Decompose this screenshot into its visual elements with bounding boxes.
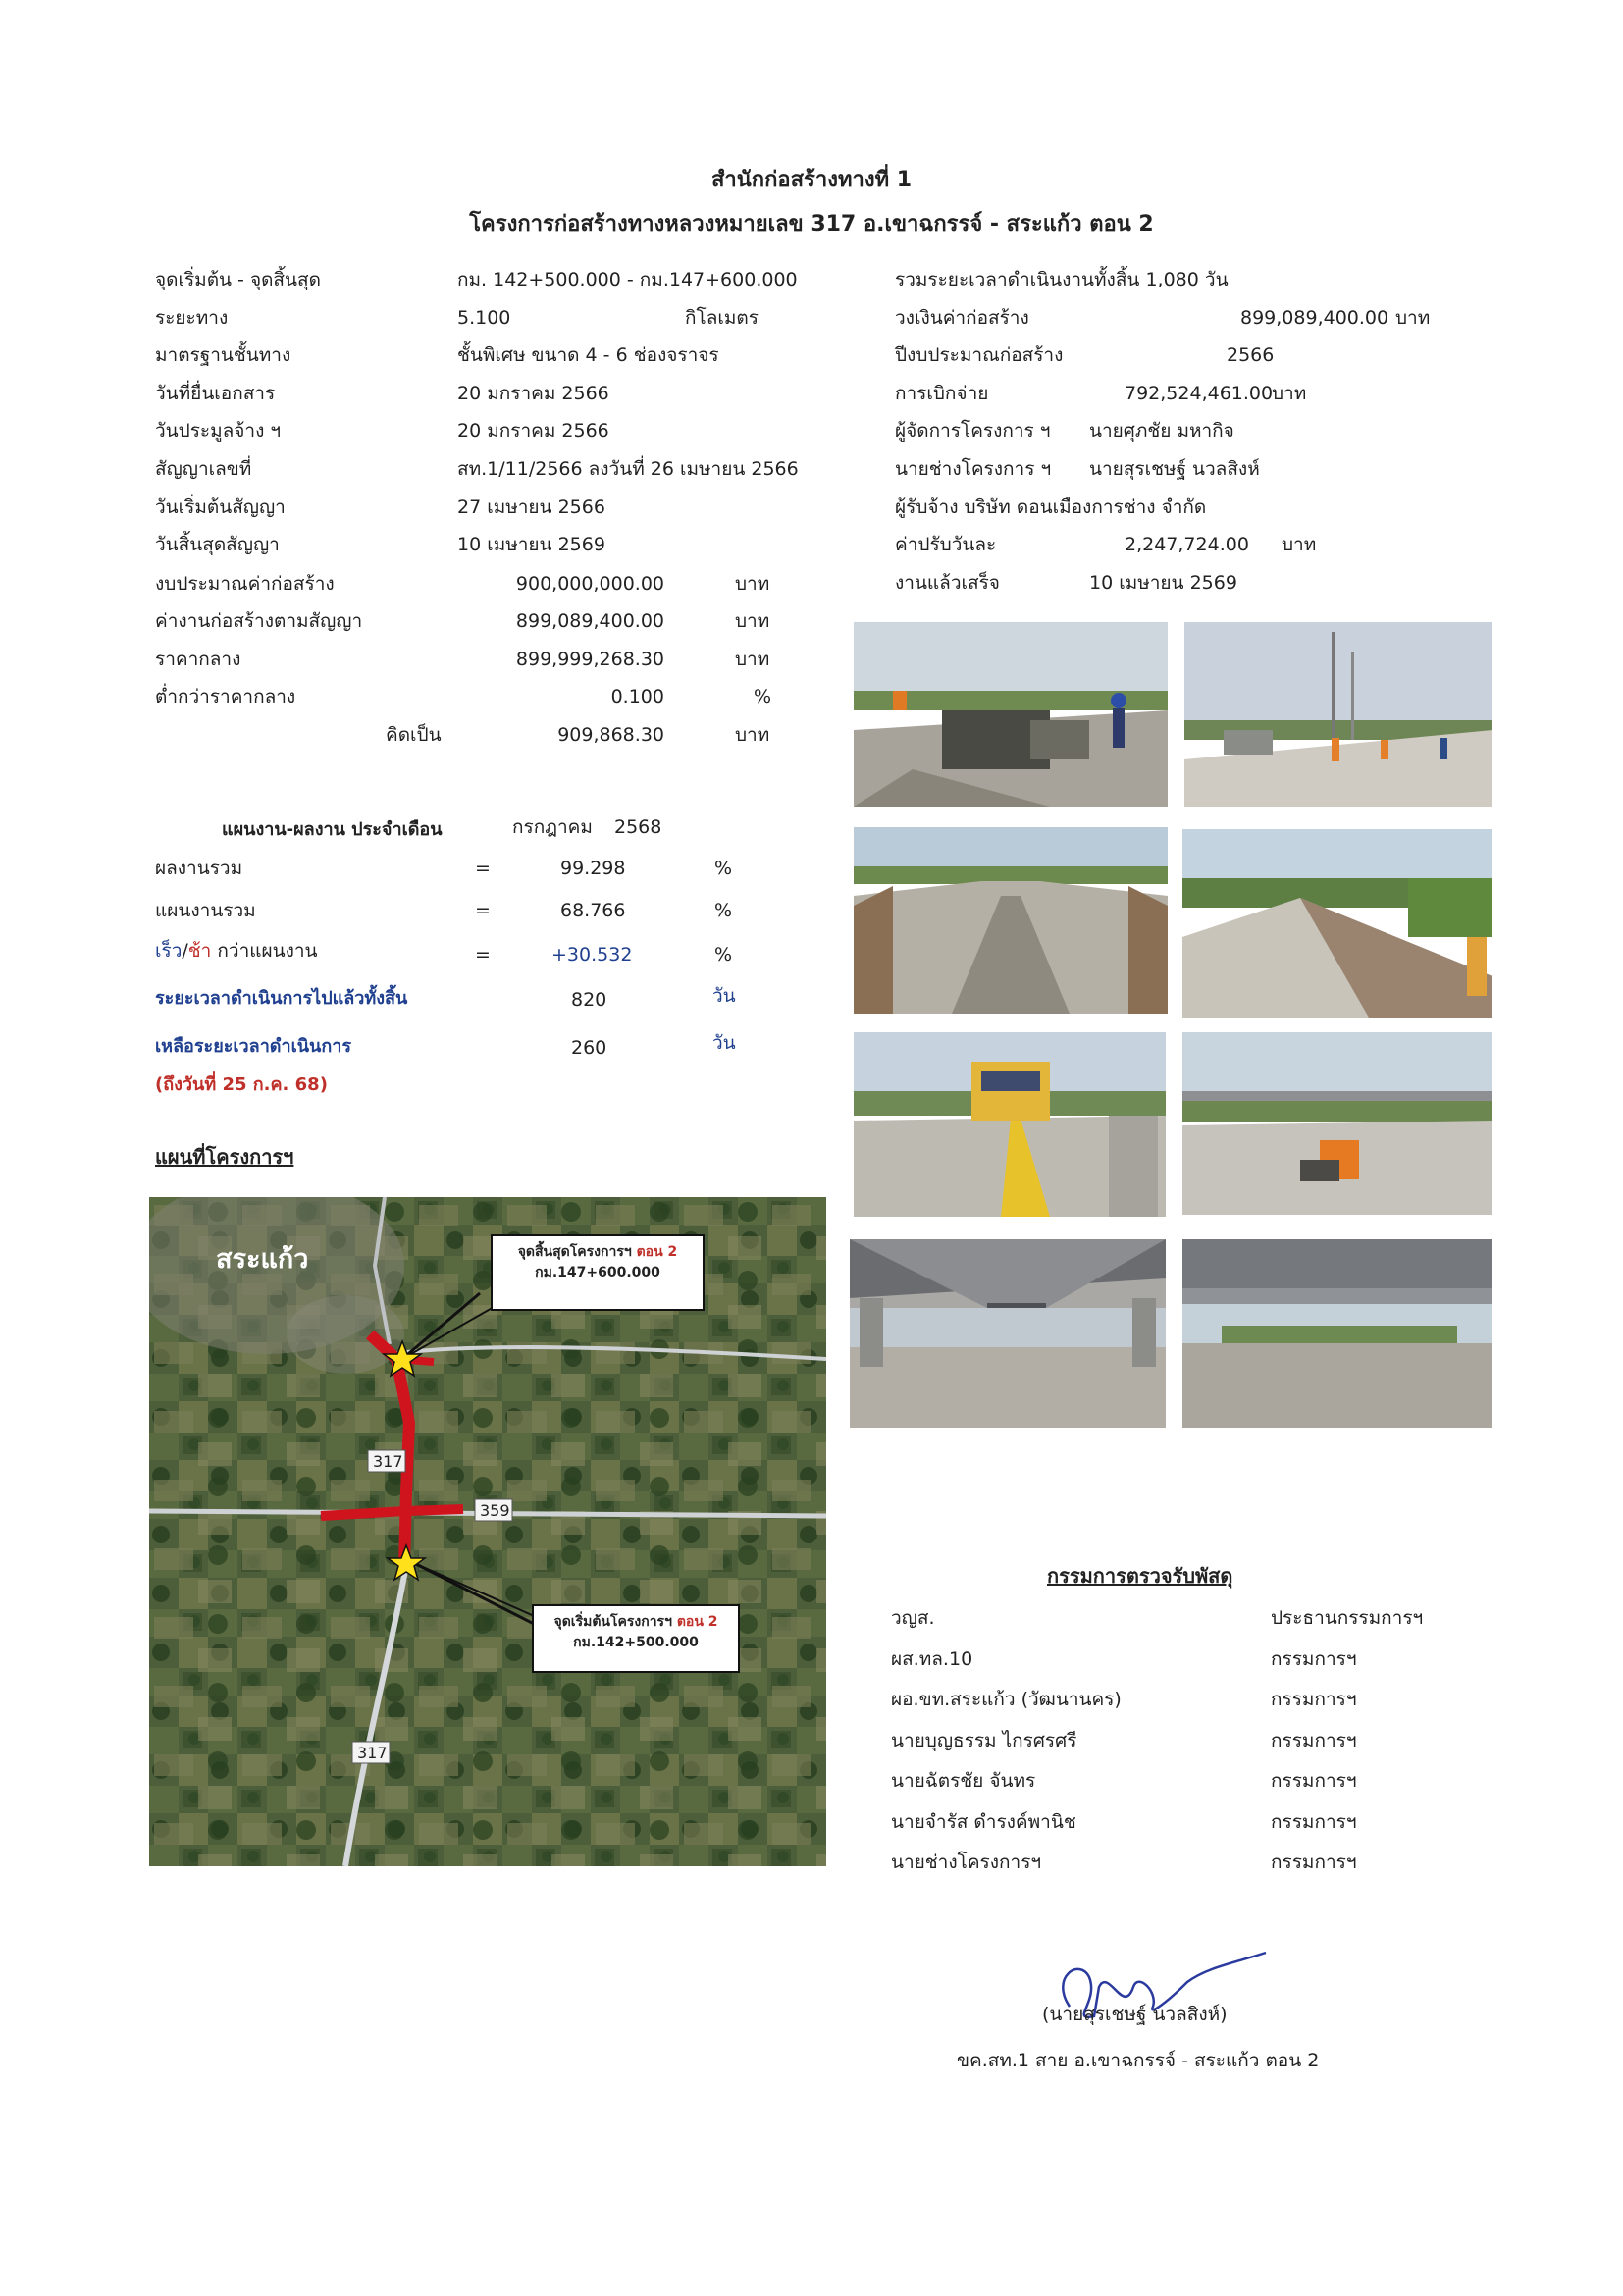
actual-progress-value: 99.298 xyxy=(560,858,626,879)
left-info-label: วันสิ้นสุดสัญญา xyxy=(155,534,280,556)
start-point-km: กม.142+500.000 xyxy=(573,1635,699,1650)
signer-name: (นายสุรเชษฐ์ นวลสิงห์) xyxy=(1042,2004,1228,2025)
left-info-label: วันเริ่มต้นสัญญา xyxy=(155,496,286,518)
budget-unit: บาท xyxy=(735,610,770,633)
left-info-unit: กิโลเมตร xyxy=(685,306,759,329)
slash: / xyxy=(182,940,188,962)
fast-suffix: กว่าแผนงาน xyxy=(211,940,318,962)
plan-progress-label: แผนงานรวม xyxy=(155,900,256,921)
right-info-value: 10 เมษายน 2569 xyxy=(1089,571,1237,594)
project-title: โครงการก่อสร้างทางหลวงหมายเลข 317 อ.เขาฉกรรจ์ - สระแก้ว ตอน 2 xyxy=(469,212,1154,236)
map-title: แผนที่โครงการฯ xyxy=(155,1145,294,1169)
budget-unit: บาท xyxy=(735,723,770,746)
budget-label: งบประมาณค่าก่อสร้าง xyxy=(155,573,335,595)
left-info-value: สท.1/11/2566 ลงวันที่ 26 เมษายน 2566 xyxy=(457,458,799,480)
site-photo-4 xyxy=(1182,829,1492,1018)
right-info-value: 2,247,724.00 xyxy=(1125,534,1249,556)
actual-progress-unit: % xyxy=(714,858,733,879)
left-info-label: จุดเริ่มต้น - จุดสิ้นสุด xyxy=(155,269,321,290)
committee-member-role: กรรมการฯ xyxy=(1271,1647,1357,1670)
left-info-value: 10 เมษายน 2569 xyxy=(457,534,605,556)
budget-unit: บาท xyxy=(735,648,770,670)
left-info-label: วันประมูลจ้าง ฯ xyxy=(155,420,282,443)
plan-progress-value: 68.766 xyxy=(560,900,626,921)
end-point-km: กม.147+600.000 xyxy=(535,1265,660,1280)
committee-member-name: นายฉัตรชัย จันทร xyxy=(891,1770,1036,1792)
right-info-unit: บาท xyxy=(1395,306,1431,329)
right-info-label: การเบิกจ่าย xyxy=(895,382,989,404)
committee-member-name: ผอ.ขท.สระแก้ว (วัฒนานคร) xyxy=(891,1689,1122,1710)
committee-member-role: กรรมการฯ xyxy=(1271,1729,1357,1751)
right-info-label: ปีงบประมาณก่อสร้าง xyxy=(895,344,1064,367)
map-town-label: สระแก้ว xyxy=(216,1244,309,1275)
right-info-value: 2566 xyxy=(1227,344,1275,367)
right-info-label: รวมระยะเวลาดำเนินงานทั้งสิ้น 1,080 วัน xyxy=(895,269,1229,290)
committee-member-name: นายบุญธรรม ไกรศรศรี xyxy=(891,1729,1077,1751)
right-info-value: นายศุภชัย มหากิจ xyxy=(1089,420,1234,443)
committee-member-role: กรรมการฯ xyxy=(1271,1689,1357,1710)
remain-unit: วัน xyxy=(712,1032,736,1054)
right-info-value: 792,524,461.00 xyxy=(1125,382,1274,404)
actual-progress-label: ผลงานรวม xyxy=(155,858,243,879)
budget-unit: บาท xyxy=(735,573,770,595)
satellite-map-graphic xyxy=(149,1197,826,1866)
slow-label: ช้า xyxy=(187,940,212,962)
as-of-date: (ถึงวันที่ 25 ก.ค. 68) xyxy=(155,1074,328,1095)
start-point-callout xyxy=(532,1604,740,1673)
committee-member-name: นายจำรัส ดำรงค์พานิช xyxy=(891,1810,1076,1833)
right-info-label: นายช่างโครงการ ฯ xyxy=(895,458,1052,480)
elapsed-label: ระยะเวลาดำเนินการไปแล้วทั้งสิ้น xyxy=(155,988,408,1009)
left-info-value: 5.100 xyxy=(457,306,511,329)
start-point-label: จุดเริ่มต้นโครงการฯ ตอน 2 xyxy=(553,1614,718,1630)
actual-progress-eq: = xyxy=(475,858,491,879)
right-info-label: ค่าปรับวันละ xyxy=(895,534,997,556)
left-info-label: ระยะทาง xyxy=(155,306,229,329)
left-info-value: ชั้นพิเศษ ขนาด 4 - 6 ช่องจราจร xyxy=(457,344,719,367)
budget-value: 899,999,268.30 xyxy=(515,648,664,670)
right-info-label: วงเงินค่าก่อสร้าง xyxy=(895,306,1029,329)
budget-value: 899,089,400.00 xyxy=(515,610,664,633)
left-info-label: สัญญาเลขที่ xyxy=(155,458,252,480)
end-point-callout xyxy=(491,1234,705,1311)
left-info-value: 27 เมษายน 2566 xyxy=(457,496,605,518)
right-info-label: ผู้รับจ้าง บริษัท ดอนเมืองการช่าง จำกัด xyxy=(895,496,1207,518)
remain-value: 260 xyxy=(571,1037,607,1059)
left-info-label: มาตรฐานชั้นทาง xyxy=(155,344,291,367)
budget-label: ราคากลาง xyxy=(155,648,241,670)
left-info-label: วันที่ยื่นเอกสาร xyxy=(155,382,276,404)
left-info-value: 20 มกราคม 2566 xyxy=(457,382,609,404)
ahead-behind-label xyxy=(155,942,318,961)
budget-value: 909,868.30 xyxy=(557,723,664,746)
committee-member-role: กรรมการฯ xyxy=(1271,1770,1357,1792)
right-info-value: 899,089,400.00 xyxy=(1240,306,1389,329)
site-photo-5 xyxy=(854,1032,1166,1217)
progress-title: แผนงาน-ผลงาน ประจำเดือน xyxy=(222,819,443,840)
committee-member-name: นายช่างโครงการฯ xyxy=(891,1852,1042,1873)
right-info-unit: บาท xyxy=(1272,382,1307,404)
budget-label: ต่ำกว่าราคากลาง xyxy=(155,686,296,708)
site-photo-1 xyxy=(854,622,1168,807)
right-info-value: นายสุรเชษฐ์ นวลสิงห์ xyxy=(1089,458,1260,480)
site-photo-3 xyxy=(854,827,1168,1014)
site-photo-6 xyxy=(1182,1032,1492,1215)
committee-member-role: ประธานกรรมการฯ xyxy=(1271,1607,1424,1629)
progress-month: กรกฎาคม xyxy=(512,816,593,838)
committee-member-name: ผส.ทล.10 xyxy=(891,1647,973,1670)
route-359-label: 359 xyxy=(480,1501,510,1520)
signer-position: ขค.สท.1 สาย อ.เขาฉกรรจ์ - สระแก้ว ตอน 2 xyxy=(957,2050,1320,2071)
plan-progress-eq: = xyxy=(475,900,491,921)
committee-member-role: กรรมการฯ xyxy=(1271,1810,1357,1833)
committee-title: กรรมการตรวจรับพัสดุ xyxy=(1047,1564,1233,1588)
budget-label: ค่างานก่อสร้างตามสัญญา xyxy=(155,610,363,633)
site-photo-8 xyxy=(1182,1239,1492,1428)
route-317-bottom-label: 317 xyxy=(357,1744,388,1762)
project-map xyxy=(149,1197,826,1866)
committee-member-name: วญส. xyxy=(891,1607,935,1629)
ahead-unit: % xyxy=(714,944,733,965)
right-info-label: ผู้จัดการโครงการ ฯ xyxy=(895,420,1051,443)
site-photo-2 xyxy=(1184,622,1492,807)
office-title: สำนักก่อสร้างทางที่ 1 xyxy=(710,168,913,192)
left-info-value: กม. 142+500.000 - กม.147+600.000 xyxy=(457,269,798,290)
remain-label: เหลือระยะเวลาดำเนินการ xyxy=(155,1036,352,1057)
elapsed-unit: วัน xyxy=(712,985,736,1007)
left-info-value: 20 มกราคม 2566 xyxy=(457,420,609,443)
ahead-eq: = xyxy=(475,944,491,965)
budget-label: คิดเป็น xyxy=(386,723,442,746)
end-point-label: จุดสิ้นสุดโครงการฯ ตอน 2 xyxy=(517,1244,678,1260)
elapsed-value: 820 xyxy=(571,989,607,1011)
right-info-unit: บาท xyxy=(1282,534,1317,556)
budget-unit: % xyxy=(754,686,772,708)
fast-label: เร็ว xyxy=(155,940,183,962)
budget-value: 900,000,000.00 xyxy=(515,573,664,595)
ahead-value: +30.532 xyxy=(551,944,633,965)
route-317-top-label: 317 xyxy=(373,1452,403,1471)
right-info-label: งานแล้วเสร็จ xyxy=(895,571,1000,594)
plan-progress-unit: % xyxy=(714,900,733,921)
committee-member-role: กรรมการฯ xyxy=(1271,1852,1357,1873)
site-photo-7 xyxy=(850,1239,1166,1428)
budget-value: 0.100 xyxy=(610,686,664,708)
progress-year: 2568 xyxy=(614,816,662,838)
